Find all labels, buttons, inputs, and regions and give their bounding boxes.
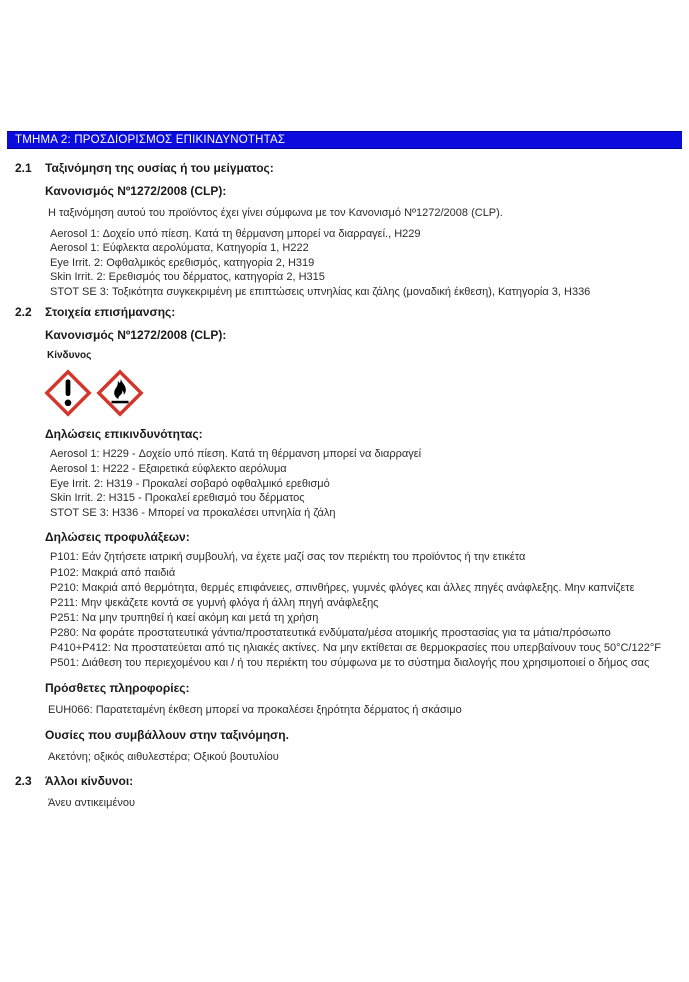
- hazard-statements-list: [50, 447, 675, 520]
- precautionary-statement: P102: Μακριά από παιδιά: [50, 566, 176, 579]
- classification-list: [50, 227, 675, 300]
- classification-item: Eye Irrit. 2: Οφθαλμικός ερεθισμός, κατηγορία 2, H319: [50, 256, 315, 269]
- ghs02-flame-icon: [96, 369, 144, 417]
- precautionary-statement: P280: Να φοράτε προστατευτικά γάντια/προστατευτικά ενδύματα/μέσα ατομικής προστασίας για τα μάτια/πρόσωπο: [50, 626, 611, 639]
- precautionary-statement: P501: Διάθεση του περιεχομένου και / ή του περιέκτη του σύμφωνα με το σύστημα διαλογής που χρησιμοποιεί ο δήμος σας: [50, 657, 650, 670]
- classification-item: Skin Irrit. 2: Ερεθισμός του δέρματος, κατηγορία 2, H315: [50, 271, 325, 284]
- classification-item: Aerosol 1: Δοχείο υπό πίεση. Κατά τη θέρμανση μπορεί να διαρραγεί., H229: [50, 227, 421, 240]
- precautionary-statement: P251: Να μην τρυπηθεί ή καεί ακόμη και μετά τη χρήση: [50, 611, 319, 624]
- section-2-3-heading: [0, 774, 689, 788]
- other-hazards-body: Άνευ αντικειμένου: [48, 797, 135, 810]
- precautionary-statement: P101: Εάν ζητήσετε ιατρική συμβουλή, να έχετε μαζί σας τον περιέκτη του προϊόντος ή την ετικέτα: [50, 551, 526, 564]
- section-number: 2.1: [15, 161, 32, 175]
- classification-item: STOT SE 3: Τοξικότητα συγκεκριμένη με επιπτώσεις υπνηλίας και ζάλης (μοναδική έκθεση), Κατηγορία 3, H336: [50, 285, 591, 298]
- section-2-1-heading: [0, 161, 689, 175]
- section-number: 2.3: [15, 774, 32, 789]
- hazard-statements-heading: Δηλώσεις επικινδυνότητας:: [45, 427, 203, 442]
- section-header-title: ΤΜΗΜΑ 2: ΠΡΟΣΔΙΟΡΙΣΜΟΣ ΕΠΙΚΙΝΔΥΝΟΤΗΤΑΣ: [15, 134, 286, 146]
- section-number: 2.2: [15, 305, 32, 320]
- section-title: Στοιχεία επισήμανσης:: [45, 305, 176, 320]
- classification-item: Aerosol 1: Εύφλεκτα αερολύματα, Κατηγορία 1, H222: [50, 242, 309, 255]
- section-header-bar: [7, 131, 682, 149]
- sds-document-page: [0, 131, 689, 982]
- precautionary-statements-heading: Δηλώσεις προφυλάξεων:: [45, 530, 190, 545]
- hazard-statement: Aerosol 1: H222 - Εξαιρετικά εύφλεκτο αερόλυμα: [50, 463, 287, 476]
- hazard-statement: STOT SE 3: H336 - Μπορεί να προκαλέσει υπνηλία ή ζάλη: [50, 506, 336, 519]
- section-title: Ταξινόμηση της ουσίας ή του μείγματος:: [45, 161, 274, 175]
- contributing-substances: Ακετόνη; οξικός αιθυλεστέρα; Οξικού βουτυλίου: [48, 750, 279, 763]
- regulation-heading: Κανονισμός Nº1272/2008 (CLP):: [45, 184, 227, 198]
- ghs07-exclamation-icon: [44, 369, 92, 417]
- section-2-2-heading: [0, 305, 689, 319]
- hazard-statement: Eye Irrit. 2: H319 - Προκαλεί σοβαρό οφθαλμικό ερεθισμό: [50, 477, 330, 490]
- additional-info-heading: Πρόσθετες πληροφορίες:: [45, 681, 190, 696]
- precautionary-statement: P211: Μην ψεκάζετε κοντά σε γυμνή φλόγα ή άλλη πηγή ανάφλεξης: [50, 596, 379, 609]
- precautionary-statement: P210: Μακριά από θερμότητα, θερμές επιφάνειες, σπινθήρες, γυμνές φλόγες και άλλες πηγές ανάφλεξης. Μην καπνίζετε: [50, 581, 635, 594]
- contributing-substances-heading: Ουσίες που συμβάλλουν στην ταξινόμηση.: [45, 727, 289, 742]
- hazard-statement: Skin Irrit. 2: H315 - Προκαλεί ερεθισμό του δέρματος: [50, 492, 305, 505]
- precautionary-statements-list: [50, 550, 675, 671]
- classification-intro: Η ταξινόμηση αυτού του προϊόντος έχει γίνει σύμφωνα με τον Κανονισμό Nº1272/2008 (CLP).: [48, 207, 503, 219]
- signal-word: Κίνδυνος: [47, 350, 92, 362]
- precautionary-statement: P410+P412: Να προστατεύεται από τις ηλιακές ακτίνες. Να μην εκτίθεται σε θερμοκρασίες που υπερβαίνουν τους 50°C/122°F: [50, 642, 661, 654]
- additional-info-statement: EUH066: Παρατεταμένη έκθεση μπορεί να προκαλέσει ξηρότητα δέρματος ή σκάσιμο: [48, 704, 462, 717]
- regulation-heading: Κανονισμός Nº1272/2008 (CLP):: [45, 328, 227, 343]
- ghs-pictogram-row: [44, 369, 689, 417]
- section-title: Άλλοι κίνδυνοι:: [45, 774, 134, 789]
- hazard-statement: Aerosol 1: H229 - Δοχείο υπό πίεση. Κατά τη θέρμανση μπορεί να διαρραγεί: [50, 448, 422, 461]
